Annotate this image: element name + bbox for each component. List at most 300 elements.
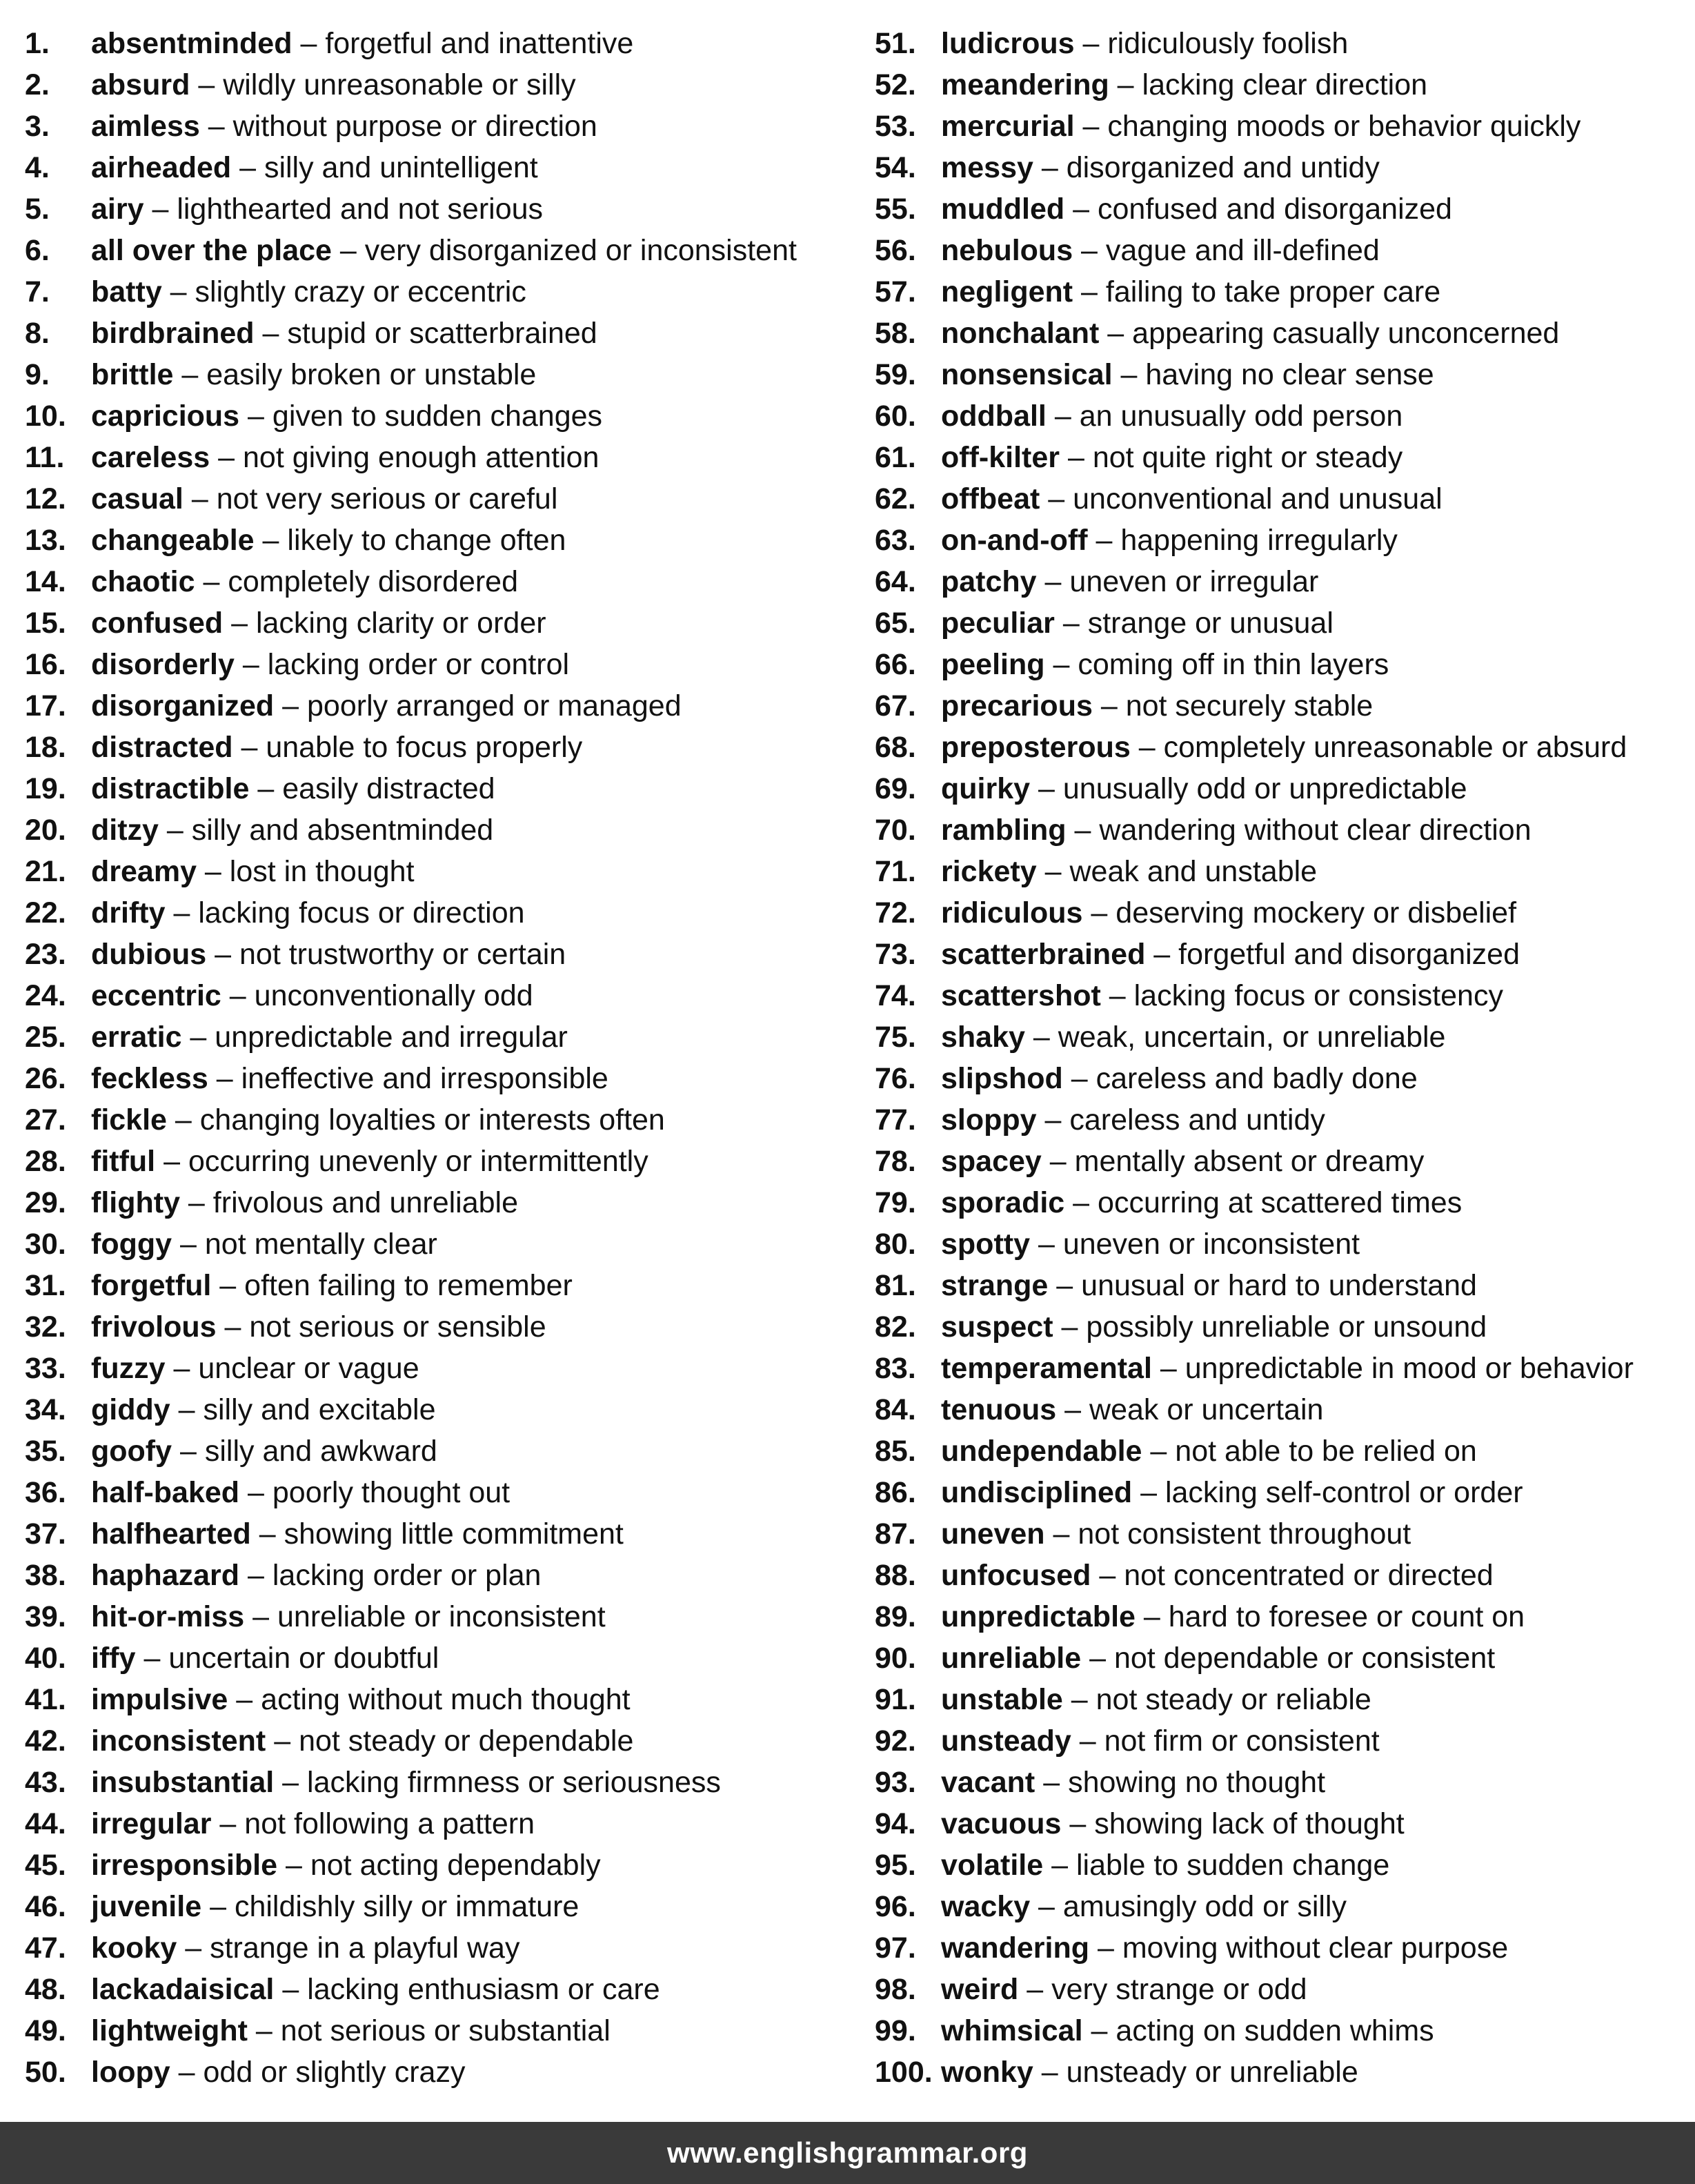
item-separator: – bbox=[247, 2014, 281, 2047]
item-number: 95. bbox=[875, 1849, 916, 1882]
item-definition: strange in a playful way bbox=[210, 1931, 520, 1965]
item-separator: – bbox=[1081, 1642, 1114, 1675]
item-text bbox=[91, 854, 415, 889]
item-definition: changing loyalties or interests often bbox=[199, 1103, 665, 1137]
item-definition: poorly thought out bbox=[272, 1476, 511, 1509]
item-text bbox=[941, 813, 1532, 847]
item-separator: – bbox=[1060, 441, 1093, 474]
item-text bbox=[91, 1103, 665, 1137]
item-definition: lacking focus or direction bbox=[198, 896, 525, 929]
list-item bbox=[25, 1475, 853, 1517]
item-number: 39. bbox=[25, 1600, 66, 1633]
item-word: offbeat bbox=[941, 482, 1040, 515]
list-item bbox=[875, 1641, 1689, 1682]
list-item bbox=[875, 523, 1689, 564]
item-number: 92. bbox=[875, 1724, 916, 1758]
item-text bbox=[941, 1393, 1323, 1427]
item-separator: – bbox=[277, 1849, 310, 1882]
item-number: 43. bbox=[25, 1766, 66, 1799]
item-separator: – bbox=[166, 1103, 200, 1137]
item-number: 22. bbox=[25, 896, 66, 929]
item-number: 78. bbox=[875, 1145, 916, 1178]
item-definition: not steady or dependable bbox=[299, 1724, 634, 1758]
list-item bbox=[25, 68, 853, 109]
item-word: rambling bbox=[941, 814, 1067, 847]
list-item bbox=[25, 689, 853, 730]
item-number: 46. bbox=[25, 1890, 66, 1923]
item-definition: careless and untidy bbox=[1069, 1103, 1325, 1137]
list-item bbox=[25, 1268, 853, 1310]
item-definition: lacking clear direction bbox=[1142, 68, 1428, 101]
item-number: 47. bbox=[25, 1931, 66, 1965]
item-separator: – bbox=[1089, 1931, 1122, 1965]
list-item bbox=[875, 2055, 1689, 2096]
item-separator: – bbox=[239, 1559, 272, 1592]
list-item bbox=[25, 233, 853, 275]
item-definition: completely disordered bbox=[228, 565, 519, 598]
item-separator: – bbox=[143, 193, 177, 226]
item-number: 15. bbox=[25, 607, 66, 640]
item-text bbox=[941, 1268, 1477, 1303]
item-text bbox=[941, 606, 1334, 640]
list-item bbox=[875, 1020, 1689, 1061]
item-separator: – bbox=[195, 565, 228, 598]
item-definition: ridiculously foolish bbox=[1107, 27, 1349, 60]
item-separator: – bbox=[1035, 1766, 1069, 1799]
list-item bbox=[25, 854, 853, 896]
item-separator: – bbox=[1062, 1062, 1096, 1095]
list-item bbox=[25, 109, 853, 150]
item-definition: showing no thought bbox=[1068, 1766, 1326, 1799]
item-word: unreliable bbox=[941, 1642, 1082, 1675]
item-text bbox=[941, 1517, 1411, 1551]
item-text bbox=[941, 1765, 1325, 1800]
item-number: 61. bbox=[875, 441, 916, 474]
item-text bbox=[941, 1848, 1389, 1882]
item-definition: easily broken or unstable bbox=[206, 358, 537, 391]
item-text bbox=[91, 730, 582, 765]
item-word: feckless bbox=[91, 1062, 208, 1095]
item-text bbox=[91, 109, 597, 144]
item-number: 84. bbox=[875, 1393, 916, 1426]
item-text bbox=[91, 1144, 648, 1179]
item-definition: not very serious or careful bbox=[216, 482, 558, 515]
item-definition: disorganized and untidy bbox=[1066, 151, 1380, 184]
item-number: 3. bbox=[25, 110, 50, 143]
item-separator: – bbox=[221, 979, 255, 1012]
item-separator: – bbox=[1066, 814, 1100, 847]
item-text bbox=[941, 1144, 1424, 1179]
item-definition: silly and awkward bbox=[204, 1435, 437, 1468]
item-definition: showing little commitment bbox=[284, 1517, 624, 1551]
item-word: absurd bbox=[91, 68, 190, 101]
item-text bbox=[91, 1393, 436, 1427]
list-item bbox=[875, 1103, 1689, 1144]
item-word: giddy bbox=[91, 1393, 170, 1426]
item-definition: mentally absent or dreamy bbox=[1074, 1145, 1425, 1178]
item-text bbox=[941, 1641, 1495, 1675]
item-number: 28. bbox=[25, 1145, 66, 1178]
item-word: ridiculous bbox=[941, 896, 1083, 929]
item-number: 35. bbox=[25, 1435, 66, 1468]
item-number: 93. bbox=[875, 1766, 916, 1799]
item-number: 1. bbox=[25, 27, 50, 60]
item-word: volatile bbox=[941, 1849, 1044, 1882]
list-item bbox=[25, 26, 853, 68]
item-definition: not quite right or steady bbox=[1092, 441, 1403, 474]
list-item bbox=[25, 192, 853, 233]
item-number: 38. bbox=[25, 1559, 66, 1592]
list-item bbox=[25, 2055, 853, 2096]
list-item bbox=[25, 937, 853, 978]
list-item bbox=[25, 896, 853, 937]
item-definition: weak or uncertain bbox=[1089, 1393, 1324, 1426]
item-definition: hard to foresee or count on bbox=[1168, 1600, 1525, 1633]
item-separator: – bbox=[1151, 1352, 1185, 1385]
list-item bbox=[25, 357, 853, 399]
list-item bbox=[875, 150, 1689, 192]
item-separator: – bbox=[1135, 1600, 1169, 1633]
item-word: distracted bbox=[91, 731, 233, 764]
item-word: fuzzy bbox=[91, 1352, 166, 1385]
item-separator: – bbox=[1064, 1186, 1098, 1219]
item-separator: – bbox=[170, 1393, 204, 1426]
item-separator: – bbox=[1082, 896, 1116, 929]
list-item bbox=[875, 233, 1689, 275]
item-word: unpredictable bbox=[941, 1600, 1136, 1633]
item-separator: – bbox=[1040, 482, 1073, 515]
item-word: negligent bbox=[941, 275, 1073, 308]
item-word: foggy bbox=[91, 1228, 172, 1261]
item-number: 45. bbox=[25, 1849, 66, 1882]
item-text bbox=[941, 854, 1317, 889]
item-word: juvenile bbox=[91, 1890, 202, 1923]
item-definition: stupid or scatterbrained bbox=[287, 317, 597, 350]
list-item bbox=[875, 275, 1689, 316]
item-number: 71. bbox=[875, 855, 916, 888]
item-separator: – bbox=[1036, 855, 1070, 888]
item-word: brittle bbox=[91, 358, 174, 391]
list-item bbox=[875, 1931, 1689, 1972]
list-item bbox=[25, 606, 853, 647]
item-number: 21. bbox=[25, 855, 66, 888]
item-word: wandering bbox=[941, 1931, 1090, 1965]
item-number: 77. bbox=[875, 1103, 916, 1137]
item-definition: not able to be relied on bbox=[1175, 1435, 1477, 1468]
list-item bbox=[875, 26, 1689, 68]
item-separator: – bbox=[1109, 68, 1142, 101]
item-definition: slightly crazy or eccentric bbox=[195, 275, 526, 308]
list-item bbox=[25, 564, 853, 606]
item-word: unsteady bbox=[941, 1724, 1071, 1758]
item-text bbox=[941, 1682, 1371, 1717]
list-item bbox=[875, 896, 1689, 937]
item-separator: – bbox=[181, 1021, 215, 1054]
item-number: 5. bbox=[25, 193, 50, 226]
item-word: confused bbox=[91, 607, 224, 640]
list-item bbox=[875, 1848, 1689, 1889]
item-separator: – bbox=[1030, 1890, 1063, 1923]
item-definition: not firm or consistent bbox=[1104, 1724, 1380, 1758]
item-number: 50. bbox=[25, 2056, 66, 2089]
item-definition: forgetful and inattentive bbox=[325, 27, 634, 60]
item-word: whimsical bbox=[941, 2014, 1083, 2047]
item-definition: possibly unreliable or unsound bbox=[1086, 1310, 1487, 1344]
item-text bbox=[941, 109, 1580, 144]
item-word: inconsistent bbox=[91, 1724, 266, 1758]
item-text bbox=[91, 1889, 579, 1924]
item-text bbox=[941, 1310, 1487, 1344]
item-separator: – bbox=[165, 896, 199, 929]
item-text bbox=[91, 896, 525, 930]
item-separator: – bbox=[161, 275, 195, 308]
item-definition: silly and unintelligent bbox=[264, 151, 538, 184]
item-word: suspect bbox=[941, 1310, 1053, 1344]
item-separator: – bbox=[1130, 731, 1164, 764]
item-text bbox=[91, 1765, 721, 1800]
item-word: distractible bbox=[91, 772, 250, 805]
item-separator: – bbox=[177, 1931, 210, 1965]
item-separator: – bbox=[1030, 772, 1063, 805]
item-text bbox=[941, 1558, 1494, 1593]
item-word: lackadaisical bbox=[91, 1973, 275, 2006]
item-definition: childishly silly or immature bbox=[234, 1890, 579, 1923]
item-word: capricious bbox=[91, 400, 240, 433]
list-item bbox=[25, 1558, 853, 1600]
item-text bbox=[91, 1475, 510, 1510]
list-item bbox=[875, 1475, 1689, 1517]
item-separator: – bbox=[1033, 151, 1067, 184]
item-separator: – bbox=[1087, 524, 1121, 557]
item-word: fitful bbox=[91, 1145, 156, 1178]
list-item bbox=[875, 1227, 1689, 1268]
item-separator: – bbox=[249, 772, 283, 805]
item-separator: – bbox=[135, 1642, 169, 1675]
item-word: undependable bbox=[941, 1435, 1142, 1468]
list-item bbox=[875, 730, 1689, 771]
item-text bbox=[91, 1227, 437, 1261]
item-text bbox=[941, 399, 1402, 433]
item-word: wonky bbox=[941, 2056, 1033, 2089]
item-separator: – bbox=[231, 151, 264, 184]
item-definition: acting without much thought bbox=[261, 1683, 631, 1716]
item-text bbox=[941, 2055, 1358, 2089]
item-word: uneven bbox=[941, 1517, 1045, 1551]
item-separator: – bbox=[210, 441, 243, 474]
item-word: hit-or-miss bbox=[91, 1600, 245, 1633]
item-definition: unusual or hard to understand bbox=[1081, 1269, 1477, 1302]
list-item bbox=[25, 316, 853, 357]
item-word: forgetful bbox=[91, 1269, 212, 1302]
item-text bbox=[941, 192, 1452, 226]
item-word: loopy bbox=[91, 2056, 170, 2089]
list-item bbox=[875, 937, 1689, 978]
item-separator: – bbox=[1044, 648, 1078, 681]
item-separator: – bbox=[173, 358, 207, 391]
item-number: 67. bbox=[875, 689, 916, 722]
item-definition: lacking self-control or order bbox=[1164, 1476, 1523, 1509]
item-number: 32. bbox=[25, 1310, 66, 1344]
item-separator: – bbox=[244, 1600, 277, 1633]
list-item bbox=[25, 1848, 853, 1889]
item-word: patchy bbox=[941, 565, 1037, 598]
item-separator: – bbox=[250, 1517, 284, 1551]
item-definition: not consistent throughout bbox=[1078, 1517, 1411, 1551]
item-number: 13. bbox=[25, 524, 66, 557]
list-item bbox=[875, 1434, 1689, 1475]
item-definition: unreliable or inconsistent bbox=[277, 1600, 606, 1633]
item-separator: – bbox=[223, 607, 256, 640]
item-number: 94. bbox=[875, 1807, 916, 1840]
item-separator: – bbox=[1041, 1145, 1075, 1178]
item-text bbox=[91, 1641, 439, 1675]
item-number: 75. bbox=[875, 1021, 916, 1054]
item-definition: uncertain or doubtful bbox=[168, 1642, 439, 1675]
item-word: ludicrous bbox=[941, 27, 1075, 60]
item-number: 40. bbox=[25, 1642, 66, 1675]
item-separator: – bbox=[155, 1145, 188, 1178]
item-number: 89. bbox=[875, 1600, 916, 1633]
item-text bbox=[941, 68, 1427, 102]
item-word: airy bbox=[91, 193, 144, 226]
item-number: 8. bbox=[25, 317, 50, 350]
item-definition: often failing to remember bbox=[244, 1269, 573, 1302]
item-word: batty bbox=[91, 275, 162, 308]
left-column bbox=[25, 26, 853, 2096]
item-number: 12. bbox=[25, 482, 66, 515]
item-definition: very disorganized or inconsistent bbox=[364, 234, 797, 267]
list-item bbox=[875, 1310, 1689, 1351]
item-number: 82. bbox=[875, 1310, 916, 1344]
item-text bbox=[91, 68, 576, 102]
item-definition: appearing casually unconcerned bbox=[1132, 317, 1560, 350]
list-item bbox=[25, 440, 853, 482]
item-word: scattershot bbox=[941, 979, 1101, 1012]
item-definition: silly and excitable bbox=[203, 1393, 436, 1426]
right-column bbox=[875, 26, 1689, 2096]
list-item bbox=[25, 275, 853, 316]
list-item bbox=[875, 1682, 1689, 1724]
item-number: 6. bbox=[25, 234, 50, 267]
item-definition: not following a pattern bbox=[244, 1807, 535, 1840]
item-word: scatterbrained bbox=[941, 938, 1146, 971]
item-text bbox=[941, 1972, 1307, 2007]
item-word: rickety bbox=[941, 855, 1037, 888]
item-word: vacant bbox=[941, 1766, 1035, 1799]
list-item bbox=[875, 689, 1689, 730]
item-definition: vague and ill-defined bbox=[1105, 234, 1380, 267]
list-item bbox=[875, 1600, 1689, 1641]
item-separator: – bbox=[1074, 110, 1108, 143]
item-definition: unable to focus properly bbox=[266, 731, 583, 764]
list-item bbox=[25, 1227, 853, 1268]
item-word: spotty bbox=[941, 1228, 1030, 1261]
item-number: 20. bbox=[25, 814, 66, 847]
list-item bbox=[25, 1020, 853, 1061]
item-word: half-baked bbox=[91, 1476, 240, 1509]
item-word: shaky bbox=[941, 1021, 1025, 1054]
item-separator: – bbox=[1100, 979, 1134, 1012]
item-separator: – bbox=[183, 482, 217, 515]
item-text bbox=[91, 1807, 535, 1841]
list-item bbox=[875, 109, 1689, 150]
item-definition: strange or unusual bbox=[1087, 607, 1334, 640]
item-word: drifty bbox=[91, 896, 166, 929]
item-word: unstable bbox=[941, 1683, 1063, 1716]
item-word: disorderly bbox=[91, 648, 235, 681]
item-word: iffy bbox=[91, 1642, 136, 1675]
list-item bbox=[25, 1061, 853, 1103]
list-item bbox=[25, 730, 853, 771]
list-item bbox=[25, 399, 853, 440]
item-definition: unusually odd or unpredictable bbox=[1062, 772, 1467, 805]
item-definition: not serious or sensible bbox=[249, 1310, 546, 1344]
item-text bbox=[91, 1724, 633, 1758]
item-separator: – bbox=[216, 1310, 250, 1344]
item-text bbox=[91, 1434, 437, 1468]
item-number: 24. bbox=[25, 979, 66, 1012]
item-number: 69. bbox=[875, 772, 916, 805]
item-definition: not steady or reliable bbox=[1096, 1683, 1371, 1716]
item-text bbox=[941, 1103, 1325, 1137]
item-definition: odd or slightly crazy bbox=[203, 2056, 466, 2089]
item-number: 83. bbox=[875, 1352, 916, 1385]
item-word: messy bbox=[941, 151, 1033, 184]
item-word: weird bbox=[941, 1973, 1019, 2006]
item-word: careless bbox=[91, 441, 210, 474]
item-number: 68. bbox=[875, 731, 916, 764]
list-item bbox=[875, 1724, 1689, 1765]
item-word: changeable bbox=[91, 524, 255, 557]
item-definition: unclear or vague bbox=[198, 1352, 419, 1385]
list-item bbox=[25, 771, 853, 813]
list-item bbox=[875, 1807, 1689, 1848]
item-separator: – bbox=[170, 2056, 204, 2089]
item-text bbox=[941, 150, 1380, 185]
list-item bbox=[25, 1103, 853, 1144]
item-definition: lacking order or plan bbox=[272, 1559, 542, 1592]
item-word: casual bbox=[91, 482, 184, 515]
item-text bbox=[941, 1600, 1525, 1634]
footer-bar bbox=[0, 2122, 1695, 2184]
list-item bbox=[875, 68, 1689, 109]
item-definition: lacking clarity or order bbox=[255, 607, 546, 640]
item-text bbox=[941, 357, 1434, 392]
list-item bbox=[875, 1558, 1689, 1600]
item-separator: – bbox=[1145, 938, 1179, 971]
item-word: goofy bbox=[91, 1435, 172, 1468]
item-text bbox=[91, 1972, 660, 2007]
item-word: muddled bbox=[941, 193, 1065, 226]
item-definition: unpredictable in mood or behavior bbox=[1184, 1352, 1634, 1385]
item-separator: – bbox=[1053, 1310, 1087, 1344]
item-text bbox=[941, 647, 1389, 682]
item-number: 27. bbox=[25, 1103, 66, 1137]
item-text bbox=[91, 2014, 611, 2048]
item-text bbox=[91, 1186, 518, 1220]
item-text bbox=[91, 1351, 419, 1386]
item-word: haphazard bbox=[91, 1559, 240, 1592]
item-number: 23. bbox=[25, 938, 66, 971]
list-item bbox=[875, 1351, 1689, 1393]
item-number: 79. bbox=[875, 1186, 916, 1219]
item-definition: unpredictable and irregular bbox=[215, 1021, 568, 1054]
item-text bbox=[91, 440, 599, 475]
list-item bbox=[25, 1765, 853, 1807]
item-definition: liable to sudden change bbox=[1076, 1849, 1390, 1882]
item-definition: not trustworthy or certain bbox=[239, 938, 566, 971]
item-word: dreamy bbox=[91, 855, 197, 888]
